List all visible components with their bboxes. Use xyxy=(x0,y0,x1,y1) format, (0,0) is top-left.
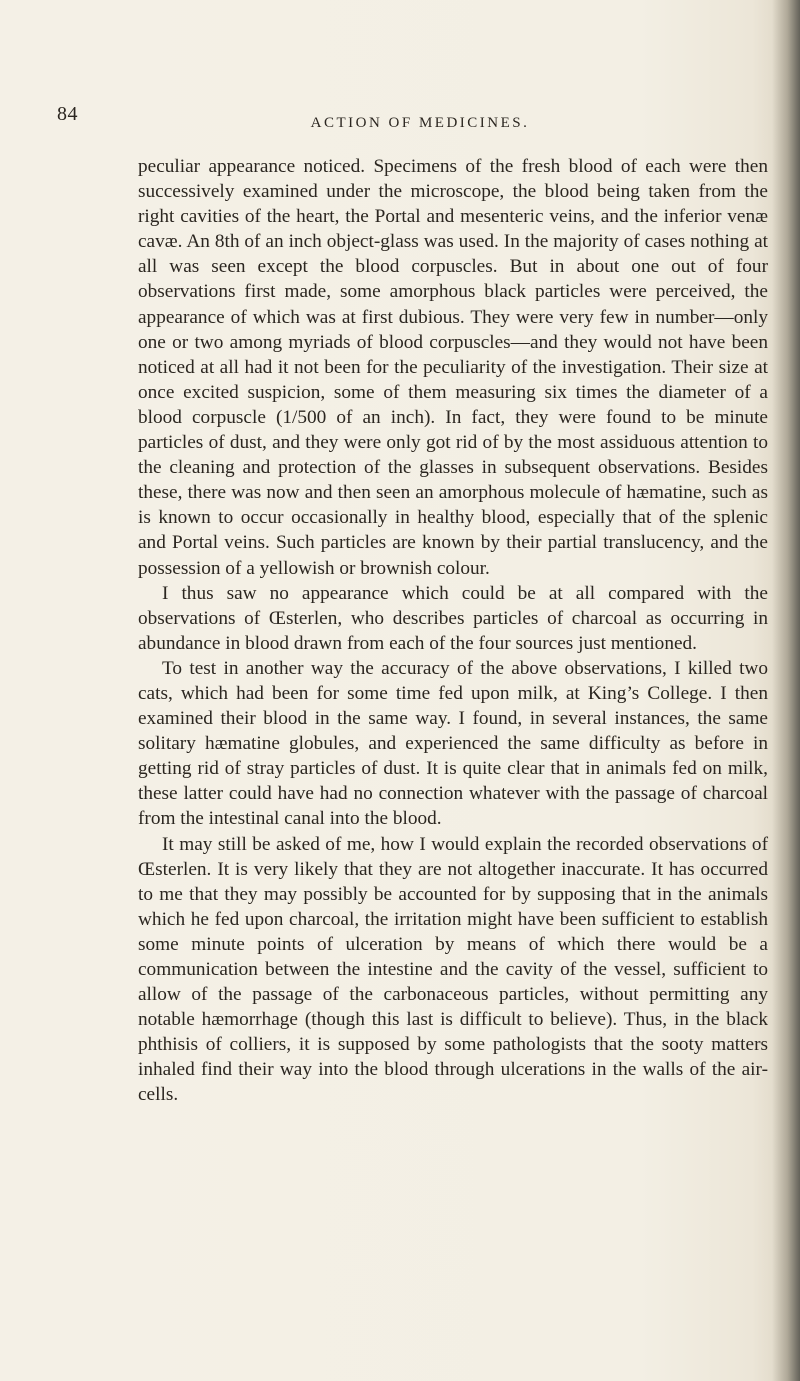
paragraph-2: I thus saw no appearance which could be at all compared with the observations of Œsterlen, who describes particles of charcoal as occurring in abundance in blood drawn from each of the four sources just mentioned. xyxy=(138,582,768,654)
paragraph-4: It may still be asked of me, how I would explain the recorded observations of Œsterlen. It is very likely that they are not altogether inaccurate. It has occurred to me that they may possibly be accounted for by supposing that in the animals which he fed upon charcoal, the irritation might have been sufficient to establish some minute points of ulceration by means of which there would be a communication between the intestine and the cavity of the vessel, sufficient to allow of the passage of the carbonaceous particles, without permitting any notable hæmorrhage (though this last is difficult to believe). Thus, in the black phthisis of colliers, it is supposed by some pathologists that the sooty matters inhaled find their way into the blood through ulcerations in the walls of the air-cells. xyxy=(138,833,768,1106)
running-head: ACTION OF MEDICINES. xyxy=(310,115,530,131)
paragraph-3: To test in another way the accuracy of the above observations, I killed two cats, which had been for some time fed upon milk, at King’s College. I then examined their blood in the same way. I found, in several instances, the same solitary hæmatine globules, and experienced the same difficulty as before in getting rid of stray particles of dust. It is quite clear that in animals fed on milk, these latter could have had no connection whatever with the passage of charcoal from the intestinal canal into the blood. xyxy=(138,657,768,830)
page-number: 84 xyxy=(57,103,78,125)
body-text xyxy=(138,154,768,1108)
paragraph-1: peculiar appearance noticed. Specimens of the fresh blood of each were then successively examined under the microscope, the blood being taken from the right cavities of the heart, the Portal and mesenteric veins, and the inferior venæ cavæ. An 8th of an inch object-glass was used. In the majority of cases nothing at all was seen except the blood corpuscles. But in about one out of four observations first made, some amorphous black particles were perceived, the appearance of which was at first dubious. They were very few in number—only one or two among myriads of blood corpuscles—and they would not have been noticed at all had it not been for the peculiarity of the investigation. Their size at once excited suspicion, some of them measuring six times the diameter of a blood corpuscle (1/500 of an inch). In fact, they were found to be minute particles of dust, and they were only got rid of by the most assiduous attention to the cleaning and protection of the glasses in subsequent observations. Besides these, there was now and then seen an amorphous molecule of hæmatine, such as is known to occur occasionally in healthy blood, especially that of the splenic and Portal veins. Such particles are known by their partial translucency, and the possession of a yellowish or brownish colour. xyxy=(138,156,768,579)
page-edge-shadow xyxy=(772,0,800,1381)
